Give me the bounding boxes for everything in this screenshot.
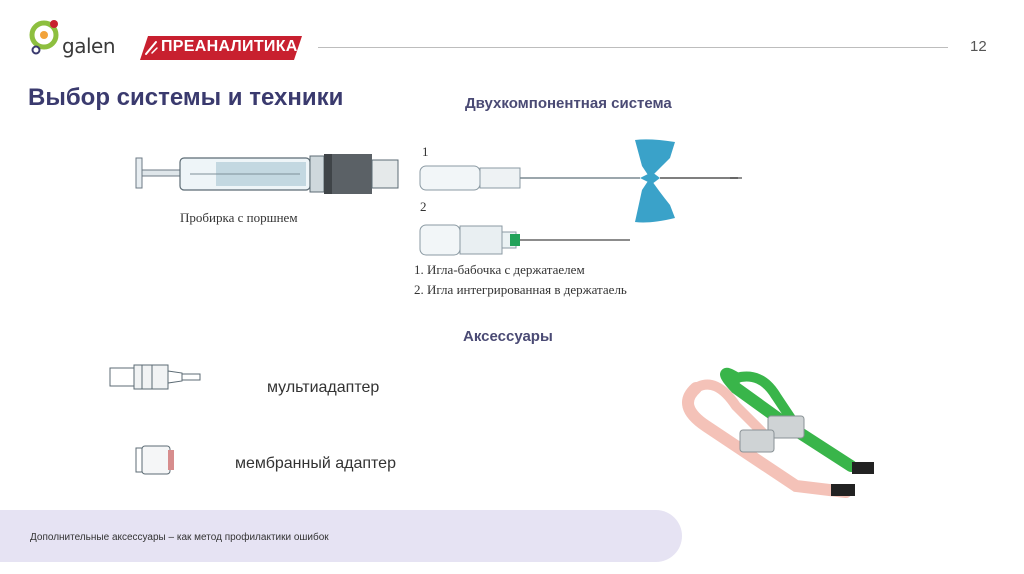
- logo-text: galen: [62, 34, 115, 58]
- figure-legend-item-1: 1. Игла-бабочка с держатаелем: [414, 262, 585, 277]
- page-number: 12: [970, 38, 987, 55]
- tourniquet-image: [676, 366, 876, 506]
- integrated-needle-image: [420, 225, 630, 255]
- brand-label: ПРЕАНАЛИТИКА: [161, 38, 298, 55]
- tube-with-plunger-image: [136, 154, 398, 194]
- multiadapter-image: [106, 362, 206, 392]
- accessories-title: Аксессуары: [463, 328, 553, 345]
- figure-legend-item-2: 2. Игла интегрированная в держатаель: [414, 282, 627, 297]
- membrane-adapter-image: [134, 442, 180, 476]
- tube-caption: Пробирка с поршнем: [180, 210, 298, 225]
- section-title: Двухкомпонентная система: [465, 95, 672, 112]
- footer-text: Дополнительные аксессуары – как метод профилактики ошибок: [30, 532, 329, 543]
- figure-number-2: 2: [420, 199, 427, 214]
- multiadapter-label: мультиадаптер: [267, 379, 380, 396]
- header-divider: [318, 47, 948, 48]
- membrane-adapter-label: мембранный адаптер: [235, 455, 396, 472]
- slide-title: Выбор системы и техники: [28, 84, 344, 111]
- butterfly-needle-image: [420, 139, 742, 222]
- figure-number-1: 1: [422, 144, 429, 159]
